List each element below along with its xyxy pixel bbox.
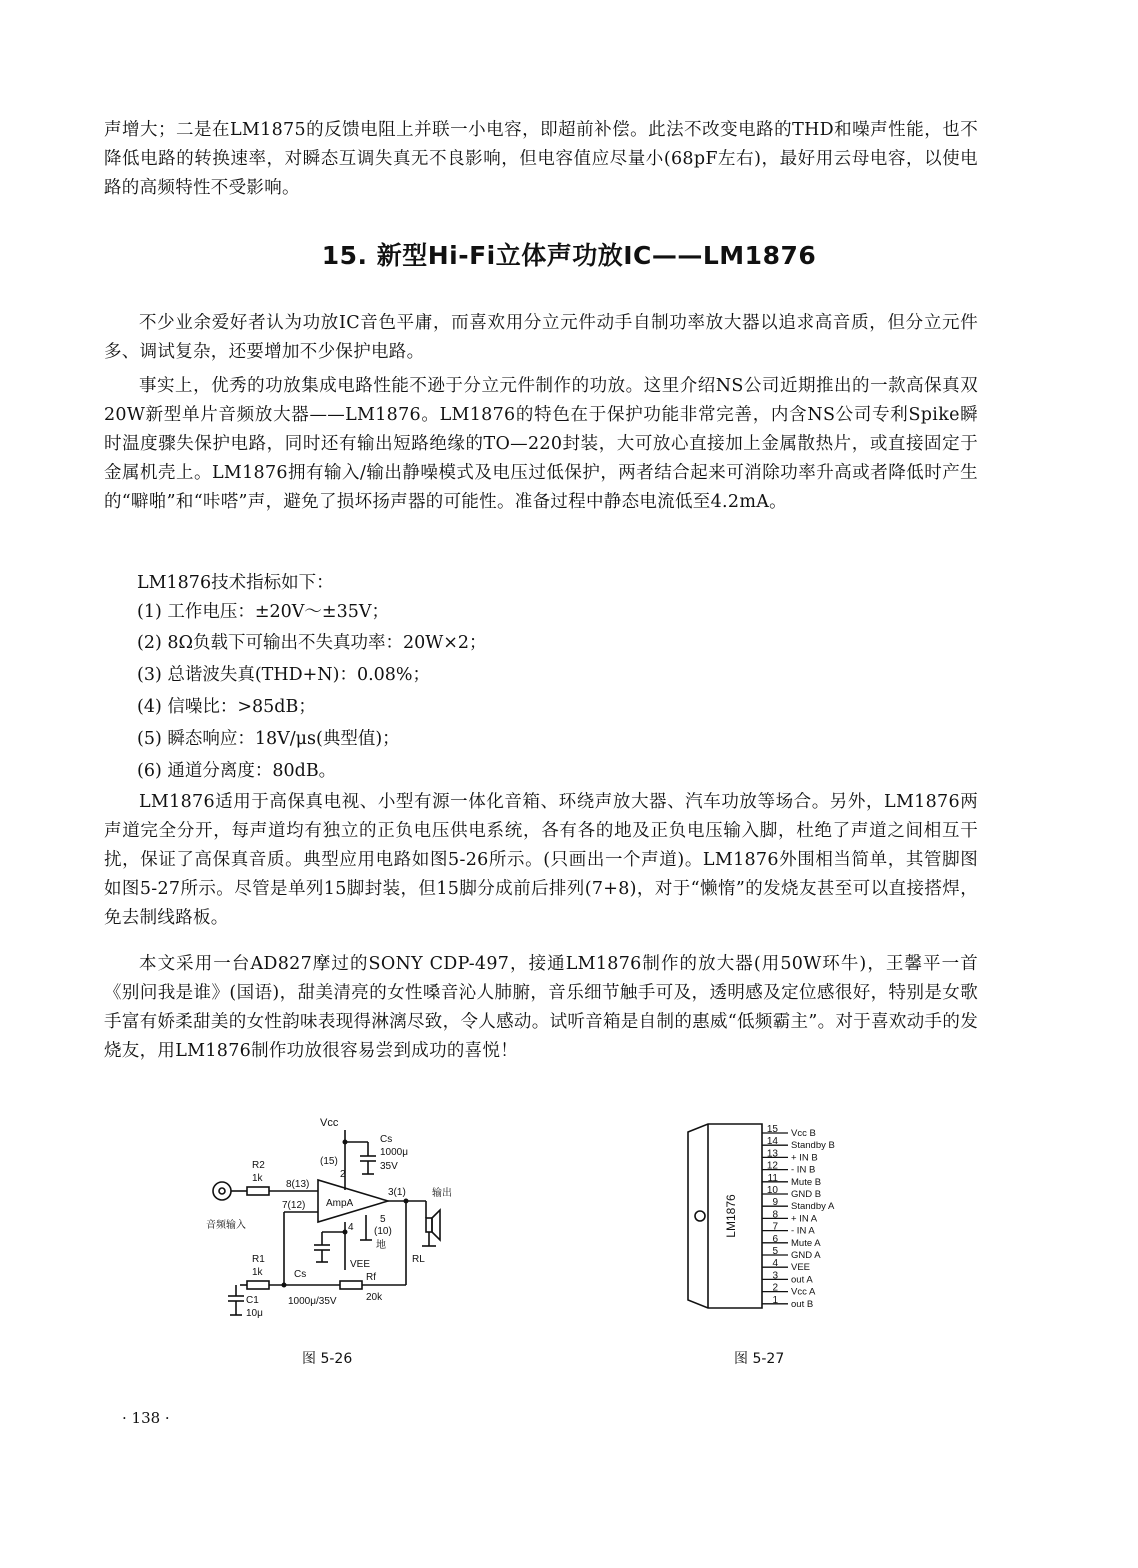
paragraph-3: LM1876适用于高保真电视、小型有源一体化音箱、环绕声放大器、汽车功放等场合。另外，LM1876两声道完全分开，每声道均有独立的正负电压供电系统，各有各的地及正负电压输入脚，杜绝了声道之间相互干扰，保证了高保真音质。典型应用电路如图5-26所示。(只画出一个声道)。LM1876外围相当简单，其管脚图如图5-27所示。尽管是单列15脚封装，但15脚分成前后排列(7+8)，对于“懒惰”的发烧友甚至可以直接搭焊，免去制线路板。 [104,792,978,928]
pin-number: 5 [772,1246,778,1257]
pin-number: 6 [772,1233,778,1245]
label-vee: VEE [350,1259,371,1270]
pin-label: + IN B [791,1152,818,1164]
label-audio-input: 音频输入 [206,1220,246,1231]
pin-number: 11 [767,1172,778,1184]
pin-label: Mute A [791,1237,821,1249]
pin-label: GND B [791,1189,822,1200]
pin-label: out A [791,1274,813,1286]
label-pin15: (15) [320,1156,338,1167]
paragraph-1: 不少业余爱好者认为功放IC音色平庸，而喜欢用分立元件动手自制功率放大器以追求高音质，但分立元件多、调试复杂，还要增加不少保护电路。 [104,313,978,362]
paragraph-intro: 声增大；二是在LM1875的反馈电阻上并联一小电容，即超前补偿。此法不改变电路的THD和噪声性能，也不降低电路的转换速率，对瞬态互调失真无不良影响，但电容值应尽量小(68pF左右)，最好用云母电容，以使电路的高频特性不受影响。 [104,120,978,198]
chip-name: LM1876 [724,1194,739,1238]
label-vcc: Vcc [320,1117,339,1129]
label-r2: R2 [252,1160,265,1171]
mounting-hole-icon [695,1211,705,1221]
label-output: 输出 [432,1188,452,1199]
label-cs-top-voltage: 35V [380,1161,398,1172]
label-pin7: 7(12) [282,1200,306,1211]
pin-label: VEE [791,1262,811,1274]
pin-label: Standby B [791,1140,835,1152]
label-r1-value: 1k [252,1267,263,1278]
pin-number: 15 [766,1124,778,1135]
paragraph-2: 事实上，优秀的功放集成电路性能不逊于分立元件制作的功放。这里介绍NS公司近期推出的一款高保真双20W新型单片音频放大器——LM1876。LM1876的特色在于保护功能非常完善，内含NS公司专利Spike瞬时温度骤失保护电路，同时还有输出短路绝缘的TO—220封装，大可放心直接加上金属散热片，或直接固定于金属机壳上。LM1876拥有输入/输出静噪模式及电压过低保护，两者结合起来可消除功率升高或者降低时产生的“噼啪”和“咔嗒”声，避免了损坏扬声器的可能性。准备过程中静态电流低至4.2mA。 [104,376,978,512]
pin-label: Vcc A [791,1286,816,1298]
spec-item: (5) 瞬态响应：18V/μs(典型值)； [137,729,400,749]
label-pin2: 2 [340,1169,346,1180]
label-cs-bottom: Cs [294,1269,307,1280]
pin-label: + IN A [791,1213,818,1225]
spec-item: (2) 8Ω负载下可输出不失真功率：20W×2； [137,633,487,653]
label-pin3: 3(1) [388,1187,406,1198]
label-cs-top-value: 1000μ [380,1147,409,1158]
pin-number: 10 [766,1185,778,1196]
pin-label: Mute B [791,1176,822,1188]
label-rf: Rf [366,1272,376,1283]
pin-number: 3 [772,1270,778,1282]
page-number: · 138 · [122,1409,170,1427]
pin-label: Vcc B [791,1128,816,1139]
pin-number: 7 [772,1221,778,1233]
label-pin10: (10) [374,1226,392,1237]
label-rl: RL [412,1254,425,1265]
specs-intro: LM1876技术指标如下： [137,573,334,593]
pin-number: 12 [766,1160,778,1172]
section-title: 15. 新型Hi-Fi立体声功放IC——LM1876 [321,241,817,270]
figure-5-27-caption: 图 5-27 [734,1351,785,1367]
label-pin4: 4 [348,1222,354,1233]
pin-number: 1 [772,1294,778,1306]
figure-5-26-caption: 图 5-26 [302,1351,353,1367]
label-cs-top: Cs [380,1134,393,1145]
label-c1-value: 10μ [246,1308,263,1319]
pin-number: 14 [766,1136,778,1148]
label-pin5: 5 [380,1214,386,1225]
label-c1: C1 [246,1295,259,1306]
pin-number: 8 [772,1209,778,1221]
figure-5-27-pinout [680,1118,880,1318]
spec-item: (4) 信噪比：>85dB； [137,697,316,717]
pin-number: 13 [766,1148,778,1160]
pin-label: - IN A [791,1225,815,1237]
pin-number: 9 [772,1197,778,1209]
label-pin8: 8(13) [286,1179,310,1190]
label-r1: R1 [252,1254,265,1265]
pin-label: out B [791,1298,814,1310]
label-ground: 地 [376,1240,386,1251]
spec-item: (3) 总谐波失真(THD+N)：0.08%； [137,665,431,685]
spec-item: (6) 通道分离度：80dB。 [137,761,337,781]
pin-number: 2 [772,1282,778,1294]
pin-label: - IN B [791,1164,816,1176]
pin-label: GND A [791,1250,821,1261]
label-amp: AmpA [326,1198,354,1209]
spec-item: (1) 工作电压：±20V～±35V； [137,602,389,622]
label-r2-value: 1k [252,1173,263,1184]
figure-5-26-circuit [200,1110,490,1330]
pin-number: 4 [772,1258,778,1270]
pin-label: Standby A [791,1201,835,1213]
label-cs-bottom-value: 1000μ/35V [288,1296,337,1307]
label-rf-value: 20k [366,1292,383,1303]
paragraph-4: 本文采用一台AD827摩过的SONY CDP-497，接通LM1876制作的放大器(用50W环牛)，王馨平一首《别问我是谁》(国语)，甜美清亮的女性嗓音沁人肺腑，音乐细节触手可及，透明感及定位感很好，特别是女歌手富有娇柔甜美的女性韵味表现得淋漓尽致，令人感动。试听音箱是自制的惠威“低频霸主”。对于喜欢动手的发烧友，用LM1876制作功放很容易尝到成功的喜悦！ [104,954,978,1061]
